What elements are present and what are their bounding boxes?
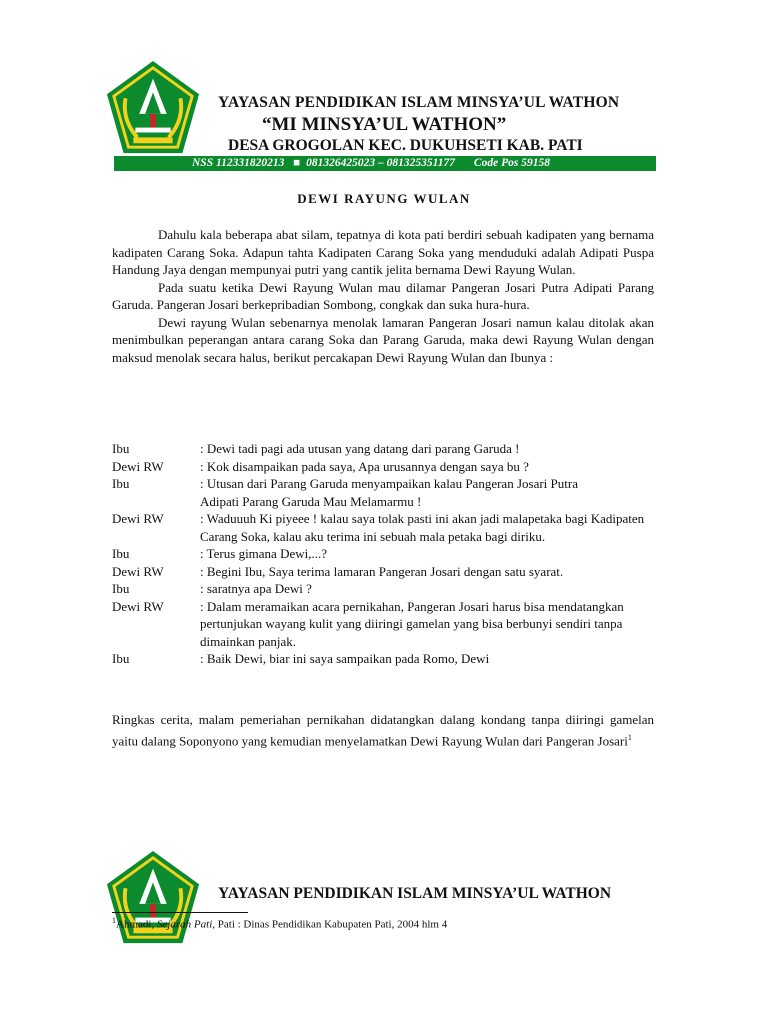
speaker: Dewi RW xyxy=(112,458,164,474)
dialogue-line: : Terus gimana Dewi,...? xyxy=(200,546,328,561)
dialogue-row xyxy=(112,650,654,668)
speaker: Ibu xyxy=(112,476,130,491)
footnote-publisher: Pati : Dinas Pendidikan Kabupaten Pati, 2004 hlm 4 xyxy=(215,918,448,931)
story-summary xyxy=(112,711,654,749)
phone-numbers: 081326425023 – 081325351177 xyxy=(306,157,456,169)
dialogue-row xyxy=(112,563,654,581)
footnote-marker: 1 xyxy=(112,916,116,925)
footnote-ref: 1 xyxy=(627,732,632,742)
dialogue-line: : Baik Dewi, biar ini saya sampaikan pada Romo, Dewi xyxy=(200,651,490,666)
footnote-book-title: Sejarah Pati, xyxy=(156,918,216,931)
dialogue-line: : Utusan dari Parang Garuda menyampaikan kalau Pangeran Josari Putra Adipati Parang Garuda Mau Melamarmu ! xyxy=(200,476,578,509)
school-address: DESA GROGOLAN KEC. DUKUHSETI KAB. PATI xyxy=(228,137,583,154)
speaker: Dewi RW xyxy=(112,598,164,614)
footnote-author: Ahmadi, xyxy=(116,918,157,931)
dialogue-row xyxy=(112,598,654,651)
summary-text: Ringkas cerita, malam pemeriahan pernikahan didatangkan dalang kondang tanpa diiringi gamelan yaitu dalang Soponyono yang kemudian menyelamatkan Dewi Rayung Wulan dari Pangeran Josari xyxy=(112,712,654,748)
emblem-logo-icon xyxy=(104,848,202,948)
speaker: Ibu xyxy=(112,441,130,456)
school-name: “MI MINSYA’UL WATHON” xyxy=(262,114,507,135)
dialogue-line: : Waduuuh Ki piyeee ! kalau saya tolak pasti ini akan jadi malapetaka bagi Kadipaten Carang Soka, kalau aku terima ini sebuah mala petaka bagi diriku. xyxy=(200,511,645,544)
story-body xyxy=(112,226,654,366)
dialogue-line: : Dewi tadi pagi ada utusan yang datang dari parang Garuda ! xyxy=(200,441,520,456)
nss-number: NSS 112331820213 xyxy=(192,157,285,169)
dialogue xyxy=(112,440,654,668)
paragraph: Dahulu kala beberapa abat silam, tepatnya di kota pati berdiri sebuah kadipaten yang bernama kadipaten Carang Soka. Adapun tahta Kadipaten Carang Soka yang menduduki adalah Adipati Puspa Handung Jaya dengan mempunyai putri yang cantik jelita bernama Dewi Rayung Wulan. xyxy=(112,227,654,277)
dialogue-line: : saratnya apa Dewi ? xyxy=(200,581,312,596)
dialogue-row xyxy=(112,545,654,563)
dialogue-row xyxy=(112,458,654,476)
foundation-name: YAYASAN PENDIDIKAN ISLAM MINSYA’UL WATHON xyxy=(218,94,620,111)
paragraph: Pada suatu ketika Dewi Rayung Wulan mau dilamar Pangeran Josari Putra Adipati Parang Garuda. Pangeran Josari berkepribadian Sombong, congkak dan suka hura-hura. xyxy=(112,279,654,312)
dialogue-line: : Begini Ibu, Saya terima lamaran Pangeran Josari dengan satu syarat. xyxy=(200,563,564,579)
speaker: Ibu xyxy=(112,581,130,596)
dialogue-row xyxy=(112,475,654,510)
emblem-logo-icon xyxy=(104,58,202,158)
dialogue-row xyxy=(112,440,654,458)
speaker: Dewi RW xyxy=(112,511,164,526)
speaker: Dewi RW xyxy=(112,563,164,579)
footnote-divider xyxy=(112,912,248,913)
phone-icon: ■ xyxy=(293,157,301,169)
contact-bar-text xyxy=(192,156,556,171)
dialogue-row xyxy=(112,510,654,545)
speaker: Ibu xyxy=(112,651,130,666)
dialogue-line: : Kok disampaikan pada saya, Apa urusannya dengan saya bu ? xyxy=(200,458,529,474)
footer-foundation-name: YAYASAN PENDIDIKAN ISLAM MINSYA’UL WATHON xyxy=(218,885,612,902)
footnote xyxy=(112,916,447,931)
dialogue-row xyxy=(112,580,654,598)
speaker: Ibu xyxy=(112,546,130,561)
story-title: DEWI RAYUNG WULAN xyxy=(297,191,471,206)
dialogue-line: : Dalam meramaikan acara pernikahan, Pangeran Josari harus bisa mendatangkan pertunjukan wayang kulit yang diiringi gamelan yang bisa berbunyi sendiri tanpa dimainkan panjak. xyxy=(200,598,624,649)
paragraph: Dewi rayung Wulan sebenarnya menolak lamaran Pangeran Josari namun kalau ditolak akan menimbulkan peperangan antara carang Soka dan Parang Garuda, maka dewi Rayung Wulan dengan maksud menolak secara halus, berikut percakapan Dewi Rayung Wulan dan Ibunya : xyxy=(112,314,654,365)
postal-code: Code Pos 59158 xyxy=(473,157,550,169)
